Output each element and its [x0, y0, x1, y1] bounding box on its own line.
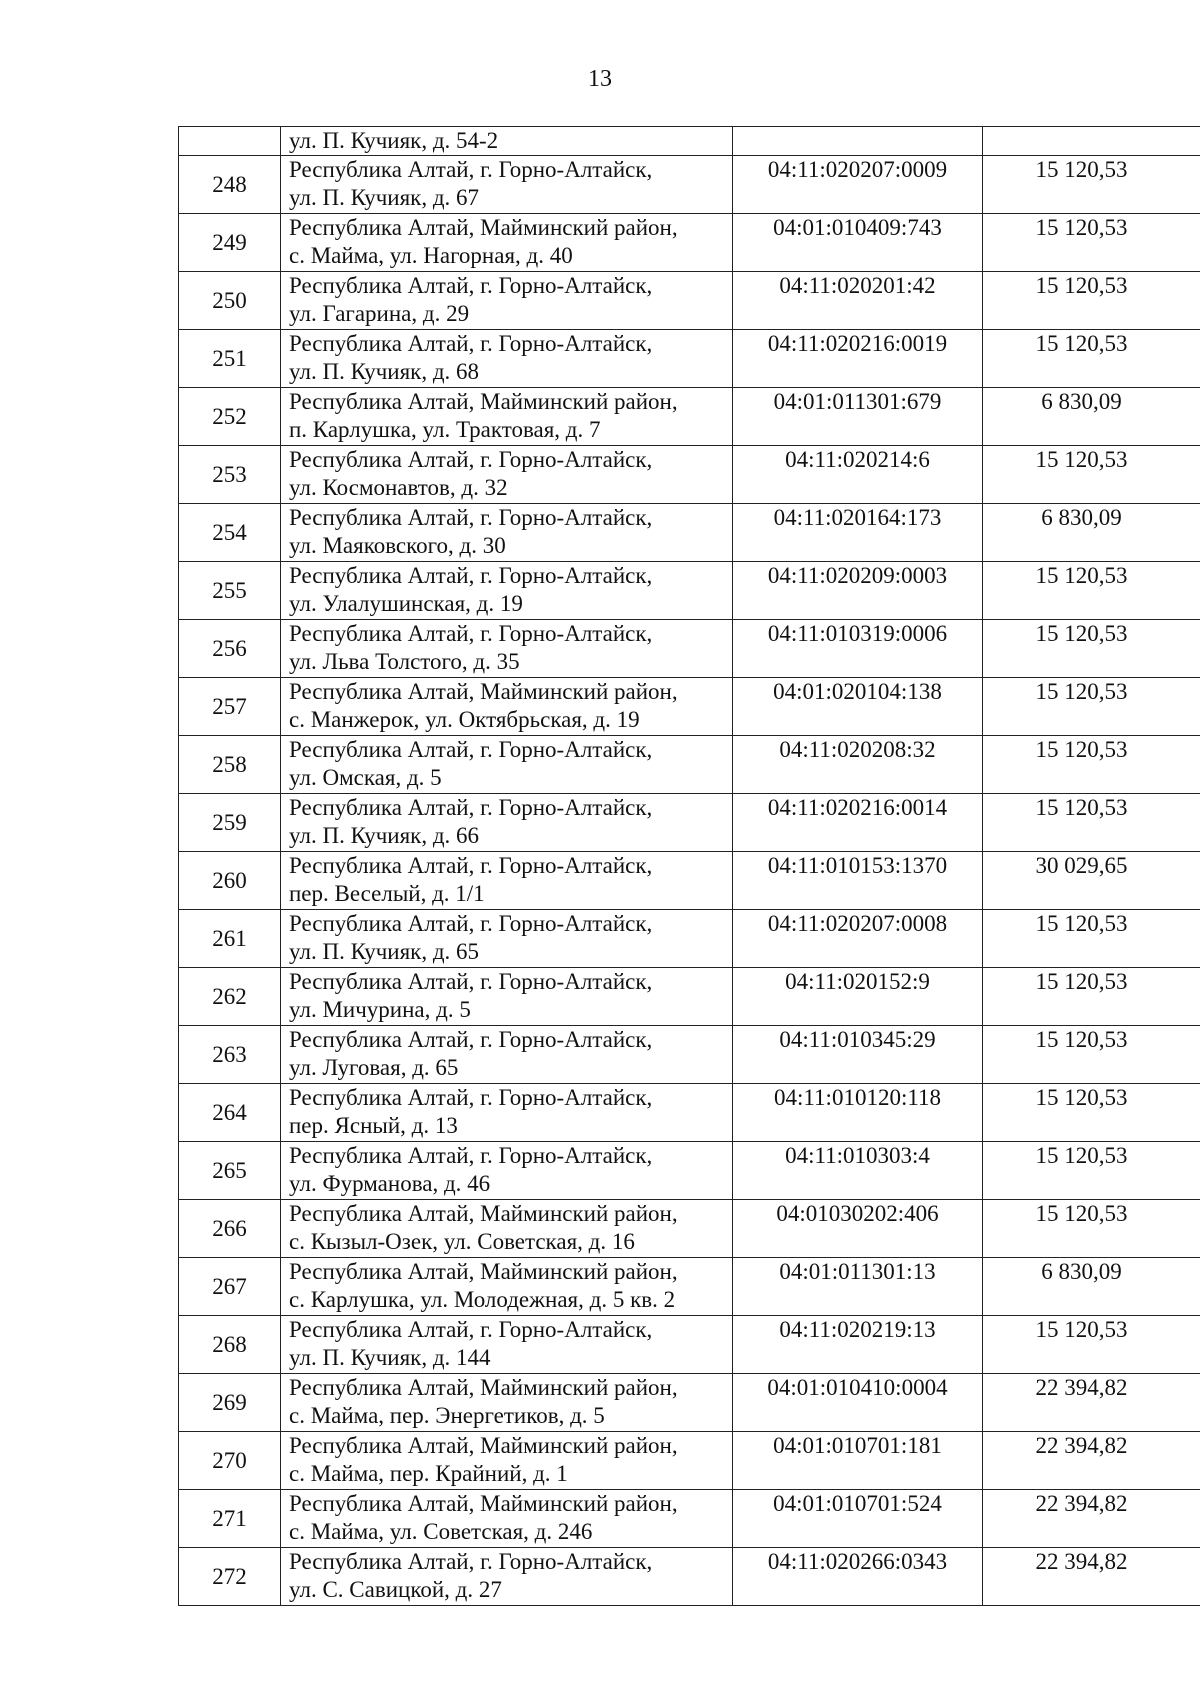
address-line-1: Республика Алтай, г. Горно-Алтайск,: [289, 969, 653, 994]
row-number-cell: 259: [179, 794, 281, 852]
cadastral-cell: 04:11:020164:173: [733, 504, 983, 562]
cadastral-cell: 04:01:010409:743: [733, 214, 983, 272]
address-line-2: с. Майма, пер. Энергетиков, д. 5: [289, 1403, 605, 1428]
table-row: [179, 1258, 1200, 1316]
cadastral-cell: 04:11:020208:32: [733, 736, 983, 794]
amount-cell: 22 394,82: [983, 1548, 1200, 1606]
cadastral-cell: 04:11:020214:6: [733, 446, 983, 504]
table-row: [179, 272, 1200, 330]
cadastral-cell: 04:11:020266:0343: [733, 1548, 983, 1606]
address-cell: [281, 1316, 733, 1374]
address-line-1: Республика Алтай, г. Горно-Алтайск,: [289, 621, 653, 646]
table-row: [179, 968, 1200, 1026]
amount-cell: 6 830,09: [983, 388, 1200, 446]
table-row: [179, 504, 1200, 562]
address-line: ул. П. Кучияк, д. 54-2: [289, 128, 499, 153]
row-number-cell: 258: [179, 736, 281, 794]
table-row: [179, 388, 1200, 446]
address-line-2: ул. П. Кучияк, д. 68: [289, 359, 480, 384]
table-row: [179, 1374, 1200, 1432]
address-line-2: с. Карлушка, ул. Молодежная, д. 5 кв. 2: [289, 1287, 676, 1312]
table-row: [179, 1490, 1200, 1548]
row-number-cell: 249: [179, 214, 281, 272]
address-line-2: с. Майма, ул. Нагорная, д. 40: [289, 243, 573, 268]
amount-cell: 15 120,53: [983, 272, 1200, 330]
amount-cell: 6 830,09: [983, 504, 1200, 562]
address-line-2: с. Кызыл-Озек, ул. Советская, д. 16: [289, 1229, 635, 1254]
address-cell: [281, 127, 733, 156]
table-row: [179, 1200, 1200, 1258]
address-line-2: пер. Ясный, д. 13: [289, 1113, 458, 1138]
row-number-cell: 262: [179, 968, 281, 1026]
amount-cell: 22 394,82: [983, 1490, 1200, 1548]
address-line-1: Республика Алтай, Майминский район,: [289, 679, 678, 704]
row-number-cell: 250: [179, 272, 281, 330]
table-row-continuation: [179, 127, 1200, 156]
amount-cell: [983, 127, 1200, 156]
address-cell: [281, 214, 733, 272]
address-cell: [281, 1084, 733, 1142]
amount-cell: 15 120,53: [983, 736, 1200, 794]
row-number-cell: 248: [179, 156, 281, 214]
row-number-cell: 254: [179, 504, 281, 562]
row-number-cell: 269: [179, 1374, 281, 1432]
address-line-1: Республика Алтай, г. Горно-Алтайск,: [289, 1317, 653, 1342]
address-line-2: ул. Улалушинская, д. 19: [289, 591, 523, 616]
address-line-1: Республика Алтай, Майминский район,: [289, 215, 678, 240]
address-line-1: Республика Алтай, г. Горно-Алтайск,: [289, 853, 653, 878]
address-line-1: Республика Алтай, г. Горно-Алтайск,: [289, 911, 653, 936]
table-row: [179, 1084, 1200, 1142]
row-number-cell: 255: [179, 562, 281, 620]
address-cell: [281, 678, 733, 736]
address-cell: [281, 852, 733, 910]
cadastral-cell: 04:01:011301:679: [733, 388, 983, 446]
cadastral-cell: 04:01030202:406: [733, 1200, 983, 1258]
address-line-1: Республика Алтай, Майминский район,: [289, 1375, 678, 1400]
table-row: [179, 330, 1200, 388]
address-cell: [281, 1142, 733, 1200]
address-line-1: Республика Алтай, г. Горно-Алтайск,: [289, 1085, 653, 1110]
address-line-1: Республика Алтай, Майминский район,: [289, 1259, 678, 1284]
address-line-1: Республика Алтай, г. Горно-Алтайск,: [289, 505, 653, 530]
address-line-1: Республика Алтай, г. Горно-Алтайск,: [289, 563, 653, 588]
address-line-1: Республика Алтай, г. Горно-Алтайск,: [289, 331, 653, 356]
cadastral-cell: 04:01:011301:13: [733, 1258, 983, 1316]
row-number-cell: 271: [179, 1490, 281, 1548]
table-row: [179, 446, 1200, 504]
address-line-2: ул. Мичурина, д. 5: [289, 997, 471, 1022]
table-row: [179, 1316, 1200, 1374]
address-line-2: ул. Луговая, д. 65: [289, 1055, 459, 1080]
cadastral-cell: 04:01:010410:0004: [733, 1374, 983, 1432]
address-cell: [281, 446, 733, 504]
address-line-1: Республика Алтай, Майминский район,: [289, 389, 678, 414]
address-cell: [281, 910, 733, 968]
address-cell: [281, 620, 733, 678]
cadastral-cell: 04:11:020207:0008: [733, 910, 983, 968]
address-cell: [281, 736, 733, 794]
table-row: [179, 1548, 1200, 1606]
address-line-1: Республика Алтай, г. Горно-Алтайск,: [289, 157, 653, 182]
table-row: [179, 620, 1200, 678]
amount-cell: 15 120,53: [983, 330, 1200, 388]
address-line-1: Республика Алтай, г. Горно-Алтайск,: [289, 273, 653, 298]
amount-cell: 22 394,82: [983, 1432, 1200, 1490]
amount-cell: 15 120,53: [983, 156, 1200, 214]
address-line-2: ул. Космонавтов, д. 32: [289, 475, 508, 500]
row-number-cell: 257: [179, 678, 281, 736]
table-row: [179, 678, 1200, 736]
amount-cell: 15 120,53: [983, 794, 1200, 852]
row-number-cell: [179, 127, 281, 156]
address-line-2: пер. Веселый, д. 1/1: [289, 881, 485, 906]
amount-cell: 22 394,82: [983, 1374, 1200, 1432]
address-line-2: ул. П. Кучияк, д. 65: [289, 939, 480, 964]
row-number-cell: 261: [179, 910, 281, 968]
cadastral-cell: 04:11:020201:42: [733, 272, 983, 330]
cadastral-cell: 04:11:020216:0019: [733, 330, 983, 388]
page-number: 13: [588, 66, 612, 92]
address-line-2: с. Майма, пер. Крайний, д. 1: [289, 1461, 568, 1486]
cadastral-cell: 04:11:010345:29: [733, 1026, 983, 1084]
table-row: [179, 156, 1200, 214]
amount-cell: 15 120,53: [983, 1200, 1200, 1258]
table-body: [179, 127, 1200, 1606]
address-line-2: с. Майма, ул. Советская, д. 246: [289, 1519, 593, 1544]
row-number-cell: 253: [179, 446, 281, 504]
cadastral-cell: 04:01:010701:524: [733, 1490, 983, 1548]
row-number-cell: 251: [179, 330, 281, 388]
amount-cell: 15 120,53: [983, 910, 1200, 968]
amount-cell: 15 120,53: [983, 1142, 1200, 1200]
amount-cell: 15 120,53: [983, 620, 1200, 678]
address-cell: [281, 1026, 733, 1084]
address-line-2: ул. Маяковского, д. 30: [289, 533, 506, 558]
cadastral-cell: 04:01:010701:181: [733, 1432, 983, 1490]
table-row: [179, 214, 1200, 272]
table-row: [179, 910, 1200, 968]
row-number-cell: 272: [179, 1548, 281, 1606]
cadastral-cell: 04:11:010120:118: [733, 1084, 983, 1142]
address-line-1: Республика Алтай, г. Горно-Алтайск,: [289, 795, 653, 820]
address-line-1: Республика Алтай, г. Горно-Алтайск,: [289, 1549, 653, 1574]
amount-cell: 15 120,53: [983, 968, 1200, 1026]
amount-cell: 15 120,53: [983, 1084, 1200, 1142]
address-line-2: ул. Гагарина, д. 29: [289, 301, 470, 326]
address-cell: [281, 794, 733, 852]
address-line-1: Республика Алтай, Майминский район,: [289, 1491, 678, 1516]
address-line-1: Республика Алтай, г. Горно-Алтайск,: [289, 1027, 653, 1052]
address-line-2: ул. П. Кучияк, д. 66: [289, 823, 480, 848]
row-number-cell: 267: [179, 1258, 281, 1316]
address-cell: [281, 504, 733, 562]
row-number-cell: 265: [179, 1142, 281, 1200]
row-number-cell: 270: [179, 1432, 281, 1490]
amount-cell: 15 120,53: [983, 678, 1200, 736]
address-cell: [281, 156, 733, 214]
table-row: [179, 1142, 1200, 1200]
address-cell: [281, 1490, 733, 1548]
address-cell: [281, 388, 733, 446]
table-row: [179, 1432, 1200, 1490]
address-line-2: ул. П. Кучияк, д. 67: [289, 185, 480, 210]
address-cell: [281, 272, 733, 330]
address-line-2: с. Манжерок, ул. Октябрьская, д. 19: [289, 707, 640, 732]
address-cell: [281, 330, 733, 388]
cadastral-cell: 04:11:020152:9: [733, 968, 983, 1026]
table-row: [179, 852, 1200, 910]
table-row: [179, 736, 1200, 794]
amount-cell: 30 029,65: [983, 852, 1200, 910]
table-row: [179, 562, 1200, 620]
cadastral-cell: 04:11:020219:13: [733, 1316, 983, 1374]
table-row: [179, 794, 1200, 852]
amount-cell: 15 120,53: [983, 1316, 1200, 1374]
row-number-cell: 252: [179, 388, 281, 446]
address-cell: [281, 968, 733, 1026]
address-line-2: ул. С. Савицкой, д. 27: [289, 1577, 502, 1602]
row-number-cell: 260: [179, 852, 281, 910]
cadastral-cell: 04:11:020216:0014: [733, 794, 983, 852]
cadastral-cell: [733, 127, 983, 156]
address-line-1: Республика Алтай, Майминский район,: [289, 1201, 678, 1226]
address-cell: [281, 1374, 733, 1432]
address-line-1: Республика Алтай, г. Горно-Алтайск,: [289, 737, 653, 762]
amount-cell: 15 120,53: [983, 214, 1200, 272]
address-line-2: ул. П. Кучияк, д. 144: [289, 1345, 491, 1370]
address-cell: [281, 1548, 733, 1606]
cadastral-cell: 04:11:020207:0009: [733, 156, 983, 214]
address-cell: [281, 1432, 733, 1490]
address-line-2: ул. Омская, д. 5: [289, 765, 442, 790]
amount-cell: 6 830,09: [983, 1258, 1200, 1316]
cadastral-cell: 04:11:010319:0006: [733, 620, 983, 678]
row-number-cell: 266: [179, 1200, 281, 1258]
address-line-2: ул. Льва Толстого, д. 35: [289, 649, 520, 674]
address-line-2: п. Карлушка, ул. Трактовая, д. 7: [289, 417, 601, 442]
address-line-1: Республика Алтай, г. Горно-Алтайск,: [289, 1143, 653, 1168]
address-cell: [281, 1200, 733, 1258]
row-number-cell: 256: [179, 620, 281, 678]
cadastral-cell: 04:11:010303:4: [733, 1142, 983, 1200]
table-row: [179, 1026, 1200, 1084]
row-number-cell: 263: [179, 1026, 281, 1084]
amount-cell: 15 120,53: [983, 1026, 1200, 1084]
address-cell: [281, 562, 733, 620]
cadastral-cell: 04:01:020104:138: [733, 678, 983, 736]
amount-cell: 15 120,53: [983, 562, 1200, 620]
address-line-2: ул. Фурманова, д. 46: [289, 1171, 491, 1196]
cadastral-cell: 04:11:010153:1370: [733, 852, 983, 910]
row-number-cell: 264: [179, 1084, 281, 1142]
address-line-1: Республика Алтай, Майминский район,: [289, 1433, 678, 1458]
address-line-1: Республика Алтай, г. Горно-Алтайск,: [289, 447, 653, 472]
cadastral-cell: 04:11:020209:0003: [733, 562, 983, 620]
address-cell: [281, 1258, 733, 1316]
row-number-cell: 268: [179, 1316, 281, 1374]
property-table: [178, 126, 1200, 1606]
amount-cell: 15 120,53: [983, 446, 1200, 504]
